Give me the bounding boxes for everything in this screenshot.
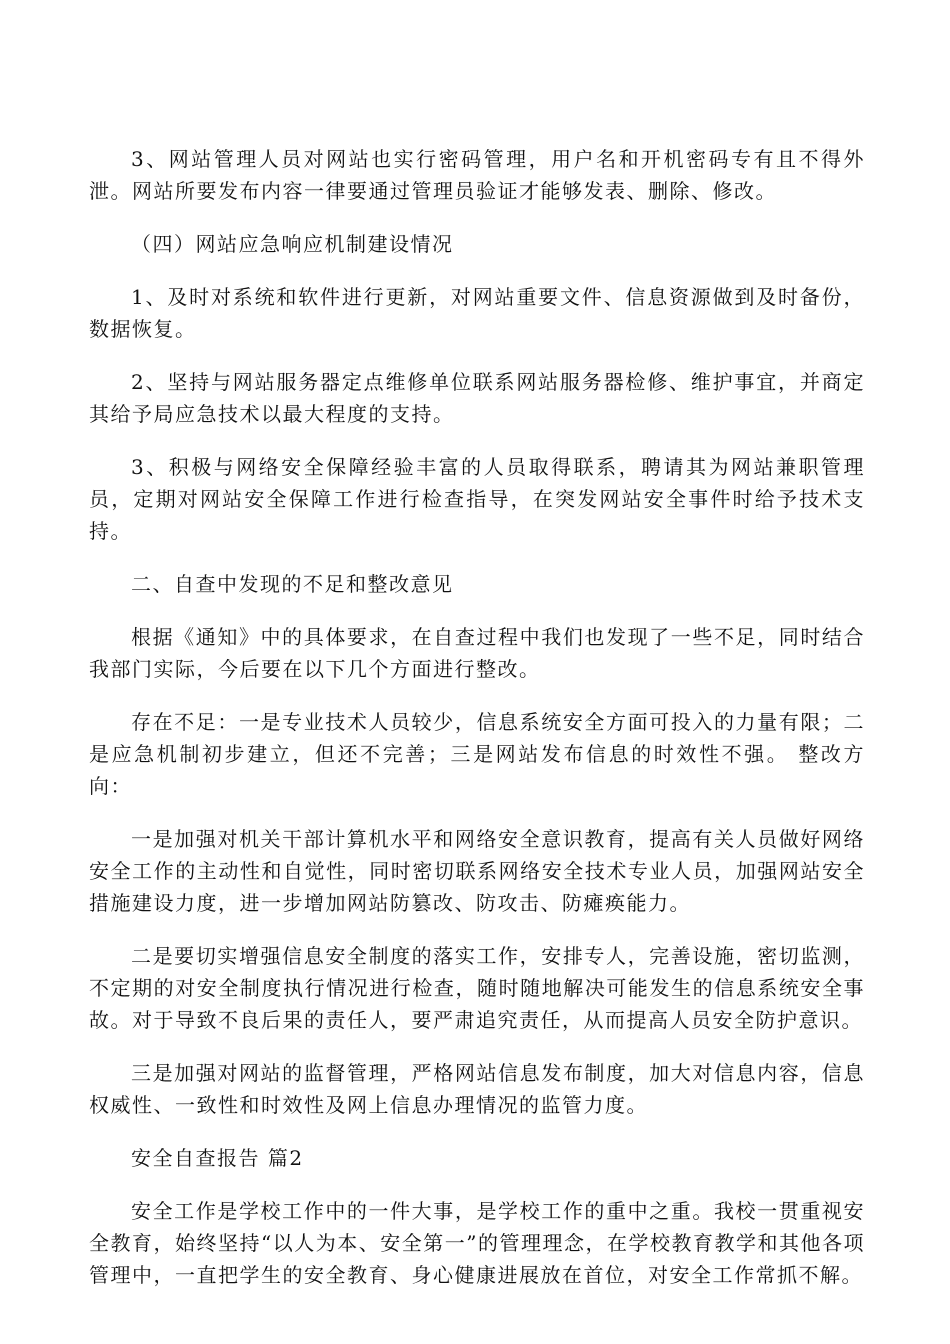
section-heading-emergency-response: （四）网站应急响应机制建设情况 [131,232,454,256]
paragraph-notice-requirements: 根据《通知》中的具体要求，在自查过程中我们也发现了一些不足，同时结合我部门实际，今后要在以下几个方面进行整改。 [89,625,865,681]
paragraph-improvement-two: 二是要切实增强信息安全制度的落实工作，安排专人，完善设施，密切监测，不定期的对安全制度执行情况进行检查，随时随地解决可能发生的信息系统安全事故。对于导致不良后果的责任人，要严肃追究责任，从而提高人员安全防护意识。 [89,944,865,1032]
paragraph-password-management: 3、网站管理人员对网站也实行密码管理，用户名和开机密码专有且不得外泄。网站所要发布内容一律要通过管理员验证才能够发表、删除、修改。 [89,147,865,203]
section-heading-report-part-2: 安全自查报告 篇2 [131,1146,304,1170]
paragraph-system-updates: 1、及时对系统和软件进行更新，对网站重要文件、信息资源做到及时备份，数据恢复。 [89,285,865,341]
section-heading-deficiencies: 二、自查中发现的不足和整改意见 [131,572,454,596]
paragraph-improvement-three: 三是加强对网站的监督管理，严格网站信息发布制度，加大对信息内容，信息权威性、一致性和时效性及网上信息办理情况的监管力度。 [89,1061,865,1117]
paragraph-security-experts: 3、积极与网络安全保障经验丰富的人员取得联系，聘请其为网站兼职管理员，定期对网站安全保障工作进行检查指导，在突发网站安全事件时给予技术支持。 [89,455,865,543]
paragraph-improvement-one: 一是加强对机关干部计算机水平和网络安全意识教育，提高有关人员做好网络安全工作的主动性和自觉性，同时密切联系网络安全技术专业人员，加强网站安全措施建设力度，进一步增加网站防篡改、防攻击、防瘫痪能力。 [89,827,865,915]
paragraph-server-maintenance: 2、坚持与网站服务器定点维修单位联系网站服务器检修、维护事宜，并商定其给予局应急技术以最大程度的支持。 [89,370,865,426]
paragraph-school-safety: 安全工作是学校工作中的一件大事，是学校工作的重中之重。我校一贯重视安全教育，始终坚持“以人为本、安全第一”的管理理念，在学校教育教学和其他各项管理中，一直把学生的安全教育、身心健康进展放在首位，对安全工作常抓不解。 [89,1199,865,1287]
document-body [89,143,865,1312]
paragraph-existing-deficiencies: 存在不足：一是专业技术人员较少，信息系统安全方面可投入的力量有限；二是应急机制初步建立，但还不完善；三是网站发布信息的时效性不强。 整改方向： [89,710,865,798]
